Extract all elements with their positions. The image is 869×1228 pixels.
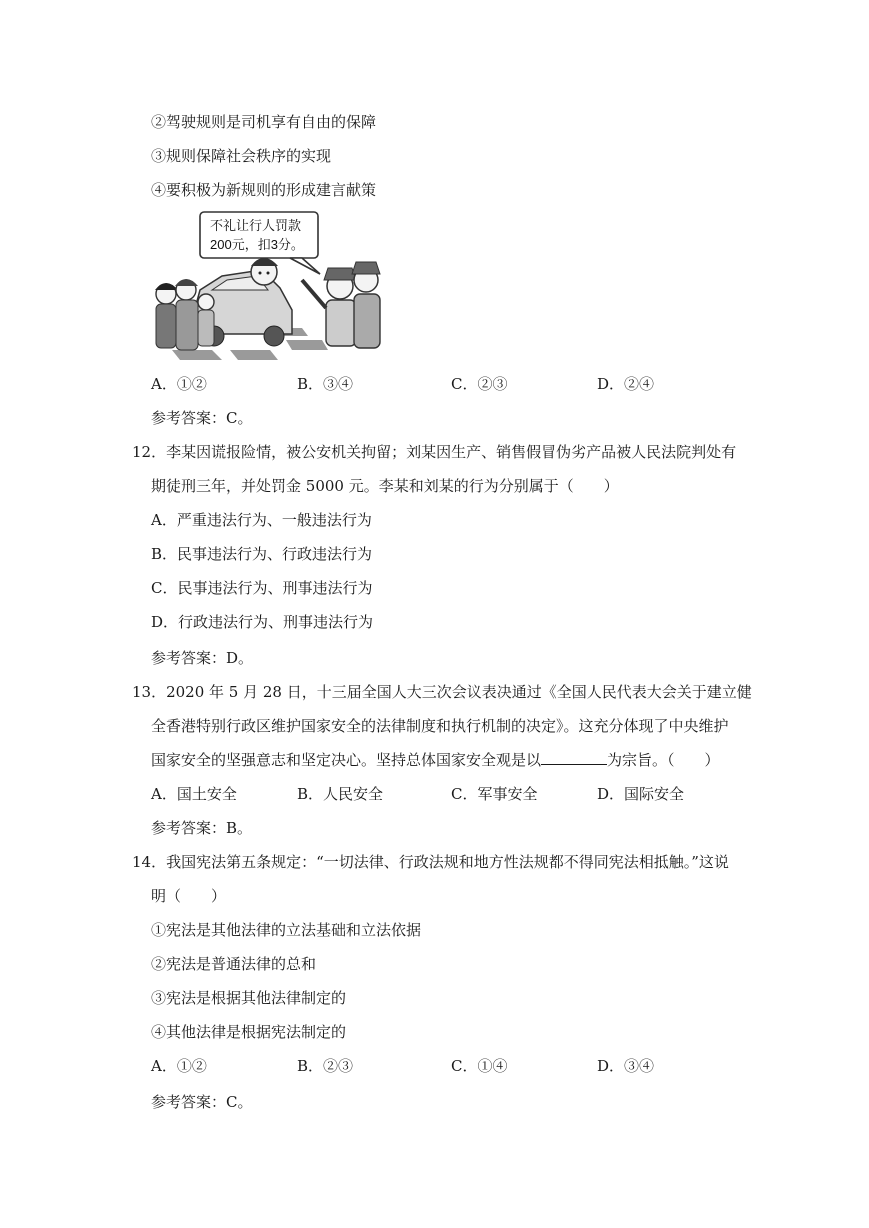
- q14-stem-line-2: 明（ ）: [151, 887, 227, 905]
- q12-answer: 参考答案：D。: [151, 649, 254, 667]
- q11-option-c: C．②③: [451, 375, 508, 393]
- q11-option-b: B．③④: [297, 375, 354, 393]
- q13-answer: 参考答案：B。: [151, 819, 253, 837]
- traffic-cartoon-illustration: [152, 210, 388, 366]
- q12-option-c: C．民事违法行为、刑事违法行为: [151, 579, 373, 597]
- speech-line-2: 200元，扣3分。: [210, 237, 304, 252]
- q14-item-4: ④其他法律是根据宪法制定的: [151, 1023, 347, 1041]
- q11-answer: 参考答案：C。: [151, 409, 253, 427]
- q14-item-2: ②宪法是普通法律的总和: [151, 955, 317, 973]
- q14-item-1: ①宪法是其他法律的立法基础和立法依据: [151, 921, 422, 939]
- q13-option-b: B．人民安全: [297, 785, 384, 803]
- q14-option-a: A．①②: [151, 1057, 207, 1075]
- q14-option-b: B．②③: [297, 1057, 354, 1075]
- police-officers: [302, 262, 380, 348]
- q12-option-a: A．严重违法行为、一般违法行为: [151, 511, 372, 529]
- q14-option-c: C．①④: [451, 1057, 508, 1075]
- q14-stem-line-1: 14．我国宪法第五条规定：“一切法律、行政法规和地方性法规都不得同宪法相抵触。”这说: [132, 853, 729, 871]
- q11-item-2: ②驾驶规则是司机享有自由的保障: [151, 113, 377, 131]
- q13-option-c: C．军事安全: [451, 785, 538, 803]
- driver: [251, 258, 278, 285]
- q12-stem-line-1: 12．李某因谎报险情，被公安机关拘留；刘某因生产、销售假冒伪劣产品被人民法院判处有: [132, 443, 737, 461]
- q13-option-d: D．国际安全: [597, 785, 685, 803]
- q12-option-d: D．行政违法行为、刑事违法行为: [151, 613, 374, 631]
- q11-option-a: A．①②: [151, 375, 207, 393]
- q13-stem-line-1: 13．2020 年 5 月 28 日，十三届全国人大三次会议表决通过《全国人民代表大会关于建立健: [132, 683, 752, 701]
- q11-option-d: D．②④: [597, 375, 655, 393]
- q13-stem-line-3-text: 国家安全的坚强意志和坚定决心。坚持总体国家安全观是以: [151, 751, 542, 769]
- q12-option-b: B．民事违法行为、行政违法行为: [151, 545, 373, 563]
- q12-stem-line-2: 期徒刑三年，并处罚金 5000 元。李某和刘某的行为分别属于（ ）: [151, 477, 619, 495]
- q13-fill-blank: [541, 750, 607, 765]
- q11-item-3: ③规则保障社会秩序的实现: [151, 147, 332, 165]
- q11-item-4: ④要积极为新规则的形成建言献策: [151, 181, 377, 199]
- q13-option-a: A．国土安全: [151, 785, 237, 803]
- q14-option-d: D．③④: [597, 1057, 655, 1075]
- q14-answer: 参考答案：C。: [151, 1093, 253, 1111]
- q13-stem-line-3-tail: 为宗旨。（ ）: [607, 751, 720, 769]
- q13-stem-line-2: 全香港特别行政区维护国家安全的法律制度和执行机制的决定》。这充分体现了中央维护: [151, 717, 729, 735]
- q13-stem-line-3: [151, 750, 720, 770]
- speech-line-1: 不礼让行人罚款: [210, 218, 302, 233]
- q14-item-3: ③宪法是根据其他法律制定的: [151, 989, 347, 1007]
